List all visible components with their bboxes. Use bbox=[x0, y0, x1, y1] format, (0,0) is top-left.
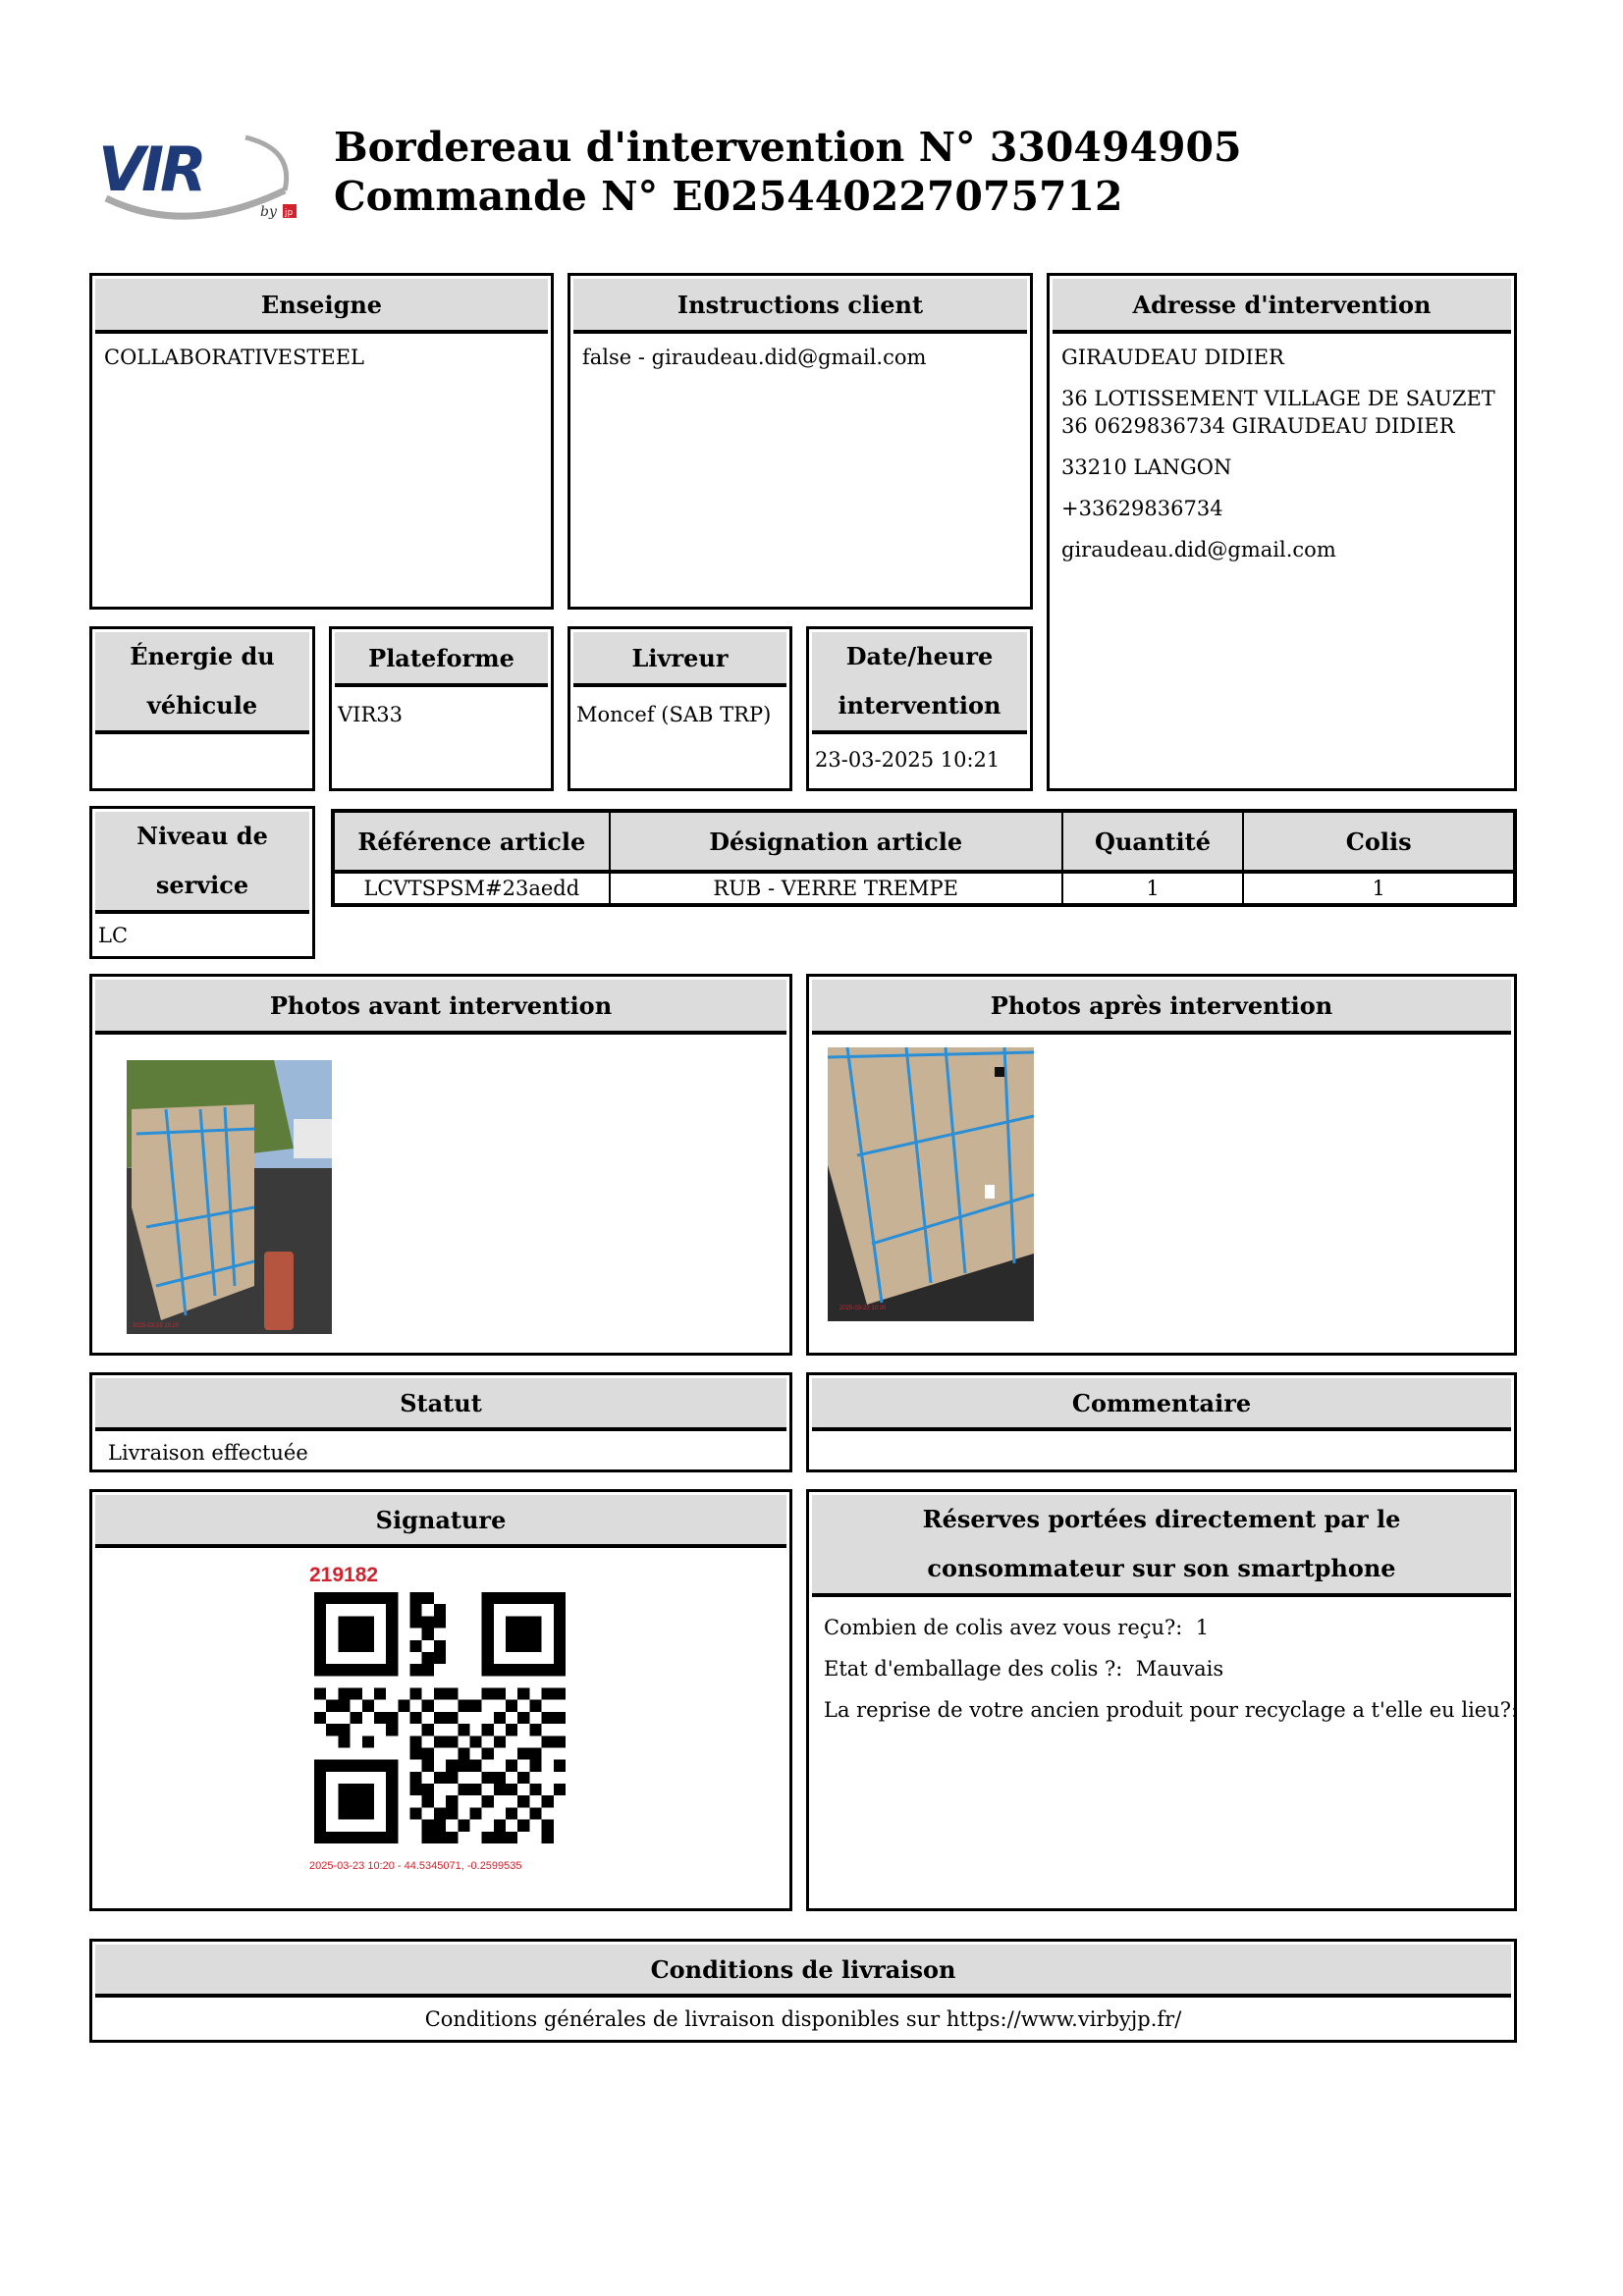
qr-module bbox=[422, 1700, 434, 1712]
reserves-panel bbox=[806, 1489, 1517, 1911]
photos-apres-header: Photos après intervention bbox=[812, 980, 1511, 1035]
qr-module bbox=[554, 1784, 566, 1795]
qr-module bbox=[494, 1820, 506, 1832]
qr-module bbox=[410, 1784, 422, 1795]
qr-module bbox=[422, 1616, 434, 1628]
adresse-header: Adresse d'intervention bbox=[1053, 279, 1511, 334]
qr-module bbox=[554, 1735, 566, 1747]
qr-module bbox=[314, 1688, 326, 1700]
qr-module bbox=[434, 1820, 446, 1832]
qr-module bbox=[410, 1640, 422, 1652]
svg-text:2025-03-23 10:20: 2025-03-23 10:20 bbox=[839, 1306, 887, 1311]
qr-module bbox=[482, 1832, 494, 1843]
qr-module bbox=[410, 1747, 422, 1759]
qr-module bbox=[338, 1735, 350, 1747]
date-title-2: intervention bbox=[838, 691, 1001, 720]
adresse-street: 36 LOTISSEMENT VILLAGE DE SAUZET 36 0629836734 GIRAUDEAU DIDIER bbox=[1061, 387, 1495, 438]
qr-module bbox=[482, 1688, 494, 1700]
qr-module bbox=[517, 1795, 529, 1807]
statut-value: Livraison effectuée bbox=[108, 1441, 308, 1465]
qr-module bbox=[494, 1784, 506, 1795]
photo-avant[interactable] bbox=[127, 1060, 332, 1334]
qr-module bbox=[422, 1629, 434, 1640]
qr-module bbox=[410, 1604, 422, 1616]
svg-text:by: by bbox=[260, 204, 277, 220]
qr-module bbox=[338, 1724, 350, 1735]
qr-module bbox=[506, 1616, 542, 1652]
instructions-panel bbox=[568, 273, 1033, 610]
qr-module bbox=[434, 1832, 446, 1843]
qr-module bbox=[517, 1688, 529, 1700]
qr-module bbox=[458, 1820, 469, 1832]
qr-module bbox=[410, 1664, 422, 1676]
qr-module bbox=[517, 1712, 529, 1724]
energie-title-2: véhicule bbox=[146, 691, 258, 720]
livreur-panel bbox=[568, 626, 792, 791]
qr-module bbox=[386, 1724, 398, 1735]
qr-module bbox=[554, 1688, 566, 1700]
photo-apres[interactable] bbox=[828, 1047, 1034, 1321]
qr-module bbox=[482, 1772, 494, 1784]
qr-module bbox=[506, 1832, 517, 1843]
qr-module bbox=[529, 1760, 541, 1772]
qr-module bbox=[446, 1688, 458, 1700]
col-quantite: Quantité bbox=[1062, 811, 1244, 872]
qr-module bbox=[434, 1652, 446, 1664]
articles-table bbox=[331, 809, 1517, 907]
conditions-text[interactable]: Conditions générales de livraison disponibles sur https://www.virbyjp.fr/ bbox=[424, 2007, 1182, 2031]
svg-text:jp: jp bbox=[285, 208, 294, 218]
articles-header-row bbox=[333, 811, 1515, 872]
qr-module bbox=[469, 1807, 481, 1819]
svg-text:2025-03-23 10:20: 2025-03-23 10:20 bbox=[133, 1323, 180, 1329]
energie-value bbox=[92, 734, 312, 754]
livreur-value: Moncef (SAB TRP) bbox=[576, 703, 772, 726]
qr-module bbox=[446, 1772, 458, 1784]
qr-module bbox=[542, 1688, 554, 1700]
conditions-panel bbox=[89, 1939, 1517, 2043]
vir-logo bbox=[98, 130, 309, 223]
qr-module bbox=[434, 1688, 446, 1700]
qr-module bbox=[517, 1747, 529, 1759]
qr-module bbox=[326, 1700, 338, 1712]
qr-module bbox=[542, 1832, 554, 1843]
qr-module bbox=[506, 1760, 517, 1772]
adresse-city: 33210 LANGON bbox=[1061, 455, 1232, 479]
commentaire-panel bbox=[806, 1372, 1517, 1472]
commentaire-header: Commentaire bbox=[812, 1378, 1511, 1431]
qr-module bbox=[482, 1795, 494, 1807]
qr-module bbox=[422, 1760, 434, 1772]
niveau-title-1: Niveau de bbox=[136, 822, 268, 850]
qr-module bbox=[422, 1664, 434, 1676]
qr-module bbox=[422, 1784, 434, 1795]
plateforme-header: Plateforme bbox=[335, 632, 548, 687]
adresse-phone: +33629836734 bbox=[1061, 497, 1223, 520]
qr-module bbox=[422, 1724, 434, 1735]
qr-module bbox=[422, 1592, 434, 1604]
qr-module bbox=[506, 1700, 517, 1712]
signature-caption: 2025-03-23 10:20 - 44.5345071, -0.2599535 bbox=[309, 1860, 522, 1872]
niveau-title-2: service bbox=[155, 871, 249, 899]
qr-module bbox=[542, 1795, 554, 1807]
qr-module bbox=[482, 1724, 494, 1735]
qr-module bbox=[434, 1807, 446, 1819]
reserve-item bbox=[824, 1689, 1519, 1731]
qr-module bbox=[446, 1712, 458, 1724]
cell-quantite: 1 bbox=[1062, 872, 1244, 905]
reserve-question: La reprise de votre ancien produit pour recyclage a t'elle eu lieu?: bbox=[824, 1698, 1519, 1722]
reserves-title-2: consommateur sur son smartphone bbox=[927, 1554, 1396, 1582]
qr-module bbox=[542, 1820, 554, 1832]
qr-module bbox=[351, 1688, 362, 1700]
niveau-header bbox=[95, 812, 309, 914]
commentaire-value bbox=[809, 1431, 1514, 1451]
cell-designation: RUB - VERRE TREMPE bbox=[610, 872, 1062, 905]
qr-module bbox=[410, 1807, 422, 1819]
qr-module bbox=[469, 1700, 481, 1712]
qr-module bbox=[422, 1832, 434, 1843]
qr-module bbox=[362, 1700, 374, 1712]
qr-module bbox=[554, 1760, 566, 1772]
cell-colis: 1 bbox=[1243, 872, 1515, 905]
qr-module bbox=[458, 1747, 469, 1759]
reserve-answer: Mauvais bbox=[1135, 1657, 1224, 1681]
qr-module bbox=[410, 1735, 422, 1747]
qr-module bbox=[494, 1772, 506, 1784]
qr-module bbox=[338, 1616, 374, 1652]
date-title-1: Date/heure bbox=[845, 642, 994, 670]
reserves-body bbox=[809, 1597, 1519, 1740]
signature-code: 219182 bbox=[309, 1564, 379, 1586]
adresse-body bbox=[1050, 334, 1514, 587]
qr-module bbox=[446, 1807, 458, 1819]
qr-module bbox=[458, 1724, 469, 1735]
reserves-title-1: Réserves portées directement par le bbox=[922, 1505, 1401, 1533]
col-colis: Colis bbox=[1243, 811, 1515, 872]
qr-module bbox=[469, 1784, 481, 1795]
date-panel bbox=[806, 626, 1033, 791]
qr-module bbox=[469, 1735, 481, 1747]
qr-module bbox=[506, 1784, 517, 1795]
adresse-panel bbox=[1047, 273, 1517, 791]
qr-module bbox=[494, 1832, 506, 1843]
qr-module bbox=[434, 1604, 446, 1616]
qr-module bbox=[542, 1712, 554, 1724]
col-reference: Référence article bbox=[333, 811, 610, 872]
qr-module bbox=[374, 1712, 386, 1724]
photos-avant-header: Photos avant intervention bbox=[95, 980, 786, 1035]
qr-module bbox=[398, 1700, 409, 1712]
qr-module bbox=[362, 1735, 374, 1747]
qr-module bbox=[517, 1772, 529, 1784]
reserves-header bbox=[812, 1495, 1511, 1597]
qr-module bbox=[410, 1712, 422, 1724]
qr-module bbox=[338, 1700, 350, 1712]
qr-module bbox=[506, 1724, 517, 1735]
reserve-item bbox=[824, 1648, 1499, 1689]
qr-module bbox=[386, 1712, 398, 1724]
qr-module bbox=[529, 1784, 541, 1795]
adresse-email: giraudeau.did@gmail.com bbox=[1061, 538, 1336, 561]
niveau-panel bbox=[89, 806, 315, 959]
qr-module bbox=[422, 1652, 434, 1664]
qr-module bbox=[458, 1700, 469, 1712]
reserve-question: Etat d'emballage des colis ?: bbox=[824, 1657, 1123, 1681]
qr-module bbox=[529, 1724, 541, 1735]
plateforme-panel bbox=[329, 626, 554, 791]
statut-header: Statut bbox=[95, 1378, 786, 1431]
qr-module bbox=[506, 1807, 517, 1819]
qr-module bbox=[434, 1640, 446, 1652]
date-header bbox=[812, 632, 1027, 734]
instructions-header: Instructions client bbox=[573, 279, 1027, 334]
energie-panel bbox=[89, 626, 315, 791]
signature-header: Signature bbox=[95, 1495, 786, 1548]
qr-module bbox=[494, 1735, 506, 1747]
reserve-question: Combien de colis avez vous reçu?: bbox=[824, 1616, 1183, 1639]
enseigne-header: Enseigne bbox=[95, 279, 548, 334]
col-designation: Désignation article bbox=[610, 811, 1062, 872]
qr-module bbox=[494, 1712, 506, 1724]
qr-module bbox=[446, 1735, 458, 1747]
enseigne-value: COLLABORATIVESTEEL bbox=[104, 346, 365, 369]
qr-module bbox=[410, 1688, 422, 1700]
qr-module bbox=[351, 1712, 362, 1724]
reserve-item bbox=[824, 1607, 1499, 1648]
qr-module bbox=[422, 1747, 434, 1759]
qr-module bbox=[446, 1795, 458, 1807]
qr-module bbox=[434, 1772, 446, 1784]
qr-module bbox=[554, 1712, 566, 1724]
qr-module bbox=[482, 1747, 494, 1759]
niveau-value: LC bbox=[98, 924, 129, 947]
qr-module bbox=[338, 1688, 350, 1700]
qr-module bbox=[434, 1735, 446, 1747]
energie-title-1: Énergie du bbox=[130, 642, 275, 670]
adresse-name: GIRAUDEAU DIDIER bbox=[1061, 346, 1284, 369]
statut-panel bbox=[89, 1372, 792, 1472]
livreur-header: Livreur bbox=[573, 632, 786, 687]
qr-module bbox=[314, 1712, 326, 1724]
qr-module bbox=[422, 1795, 434, 1807]
qr-module bbox=[469, 1760, 481, 1772]
qr-module bbox=[458, 1784, 469, 1795]
qr-code bbox=[314, 1592, 566, 1843]
qr-module bbox=[494, 1688, 506, 1700]
qr-module bbox=[434, 1712, 446, 1724]
conditions-header: Conditions de livraison bbox=[95, 1945, 1511, 1998]
qr-module bbox=[446, 1760, 458, 1772]
qr-module bbox=[458, 1760, 469, 1772]
qr-module bbox=[326, 1724, 338, 1735]
qr-module bbox=[422, 1820, 434, 1832]
qr-module bbox=[410, 1616, 422, 1628]
qr-module bbox=[529, 1807, 541, 1819]
qr-module bbox=[374, 1688, 386, 1700]
qr-module bbox=[542, 1735, 554, 1747]
qr-module bbox=[410, 1772, 422, 1784]
qr-module bbox=[529, 1700, 541, 1712]
svg-text:VIR: VIR bbox=[98, 133, 203, 205]
reserve-answer: 1 bbox=[1195, 1616, 1210, 1639]
enseigne-panel bbox=[89, 273, 554, 610]
cell-reference: LCVTSPSM#23aedd bbox=[333, 872, 610, 905]
qr-module bbox=[446, 1832, 458, 1843]
plateforme-value: VIR33 bbox=[338, 703, 403, 726]
qr-module bbox=[338, 1784, 374, 1820]
bordereau-title: Bordereau d'intervention N° 330494905 bbox=[334, 124, 1242, 171]
date-value: 23-03-2025 10:21 bbox=[815, 748, 1001, 772]
qr-module bbox=[517, 1820, 529, 1832]
energie-header bbox=[95, 632, 309, 734]
qr-module bbox=[410, 1592, 422, 1604]
instructions-value: false - giraudeau.did@gmail.com bbox=[582, 346, 927, 369]
commande-title: Commande N° E025440227075712 bbox=[334, 173, 1123, 220]
qr-module bbox=[529, 1747, 541, 1759]
qr-module bbox=[434, 1616, 446, 1628]
table-row bbox=[333, 872, 1515, 905]
